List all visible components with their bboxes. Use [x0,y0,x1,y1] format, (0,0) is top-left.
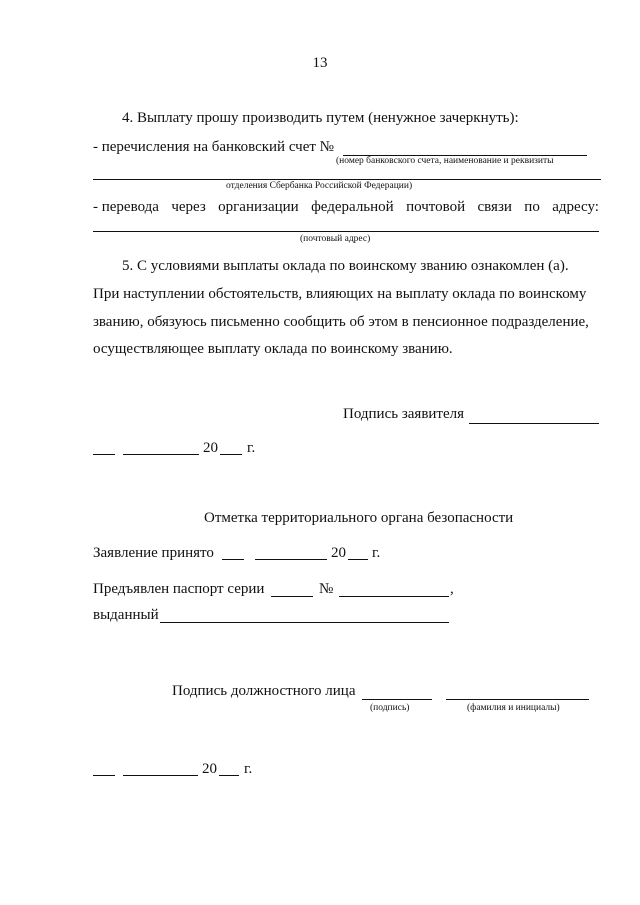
post-word: по [524,199,540,215]
passport-comma: , [450,581,454,597]
passport-number-label: № [319,581,334,597]
post-word: - перевода [93,199,159,215]
bank-caption-2: отделения Сбербанка Российской Федерации) [226,181,413,191]
bank-account-label: - перечисления на банковский счет № [93,139,334,155]
issued-field[interactable] [160,622,449,623]
accepted-label: Заявление принято [93,545,214,561]
accepted-year-field[interactable] [348,559,368,560]
post-transfer-line [93,199,599,216]
issued-label: выданный [93,607,159,623]
bank-caption-1: (номер банковского счета, наименование и реквизиты [336,156,554,166]
final-year-prefix: 20 [202,761,217,777]
passport-series-field[interactable] [271,596,313,597]
authority-title: Отметка территориального органа безопасности [204,510,514,526]
official-signature-field[interactable] [362,699,432,700]
accepted-day-field[interactable] [222,559,244,560]
post-word: почтовой [406,199,466,215]
passport-label: Предъявлен паспорт серии [93,581,265,597]
official-signature-label: Подпись должностного лица [172,683,356,699]
post-word: адресу: [552,199,599,215]
final-month-field[interactable] [123,775,198,776]
item4-heading: 4. Выплату прошу производить путем (ненужное зачеркнуть): [122,110,519,126]
accepted-year-prefix: 20 [331,545,346,561]
final-year-suffix: г. [244,761,253,777]
accepted-month-field[interactable] [255,559,327,560]
final-day-field[interactable] [93,775,115,776]
final-year-field[interactable] [219,775,239,776]
post-word: через [171,199,206,215]
date-year-field[interactable] [220,454,242,455]
date-month-field[interactable] [123,454,199,455]
item5-line-4: осуществляющее выплату оклада по воинскому званию. [93,341,453,357]
date-year-suffix: г. [247,440,256,456]
post-word: организации [218,199,299,215]
item5-line-1: 5. С условиями выплаты оклада по воинскому званию ознакомлен (а). [122,258,569,274]
official-name-field[interactable] [446,699,589,700]
passport-number-field[interactable] [339,596,449,597]
name-caption: (фамилия и инициалы) [467,703,560,713]
item5-line-2: При наступлении обстоятельств, влияющих на выплату оклада по воинскому [93,286,587,302]
date-year-prefix: 20 [203,440,218,456]
signature-caption: (подпись) [370,703,410,713]
bank-details-field[interactable] [93,179,601,180]
post-word: федеральной [311,199,394,215]
date-day-field[interactable] [93,454,115,455]
post-caption: (почтовый адрес) [300,234,371,244]
applicant-signature-label: Подпись заявителя [343,406,465,422]
applicant-signature-field[interactable] [469,423,599,424]
page-number: 13 [312,55,328,71]
postal-address-field[interactable] [93,231,599,232]
accepted-year-suffix: г. [372,545,381,561]
item5-line-3: званию, обязуюсь письменно сообщить об этом в пенсионное подразделение, [93,314,589,330]
post-word: связи [477,199,512,215]
